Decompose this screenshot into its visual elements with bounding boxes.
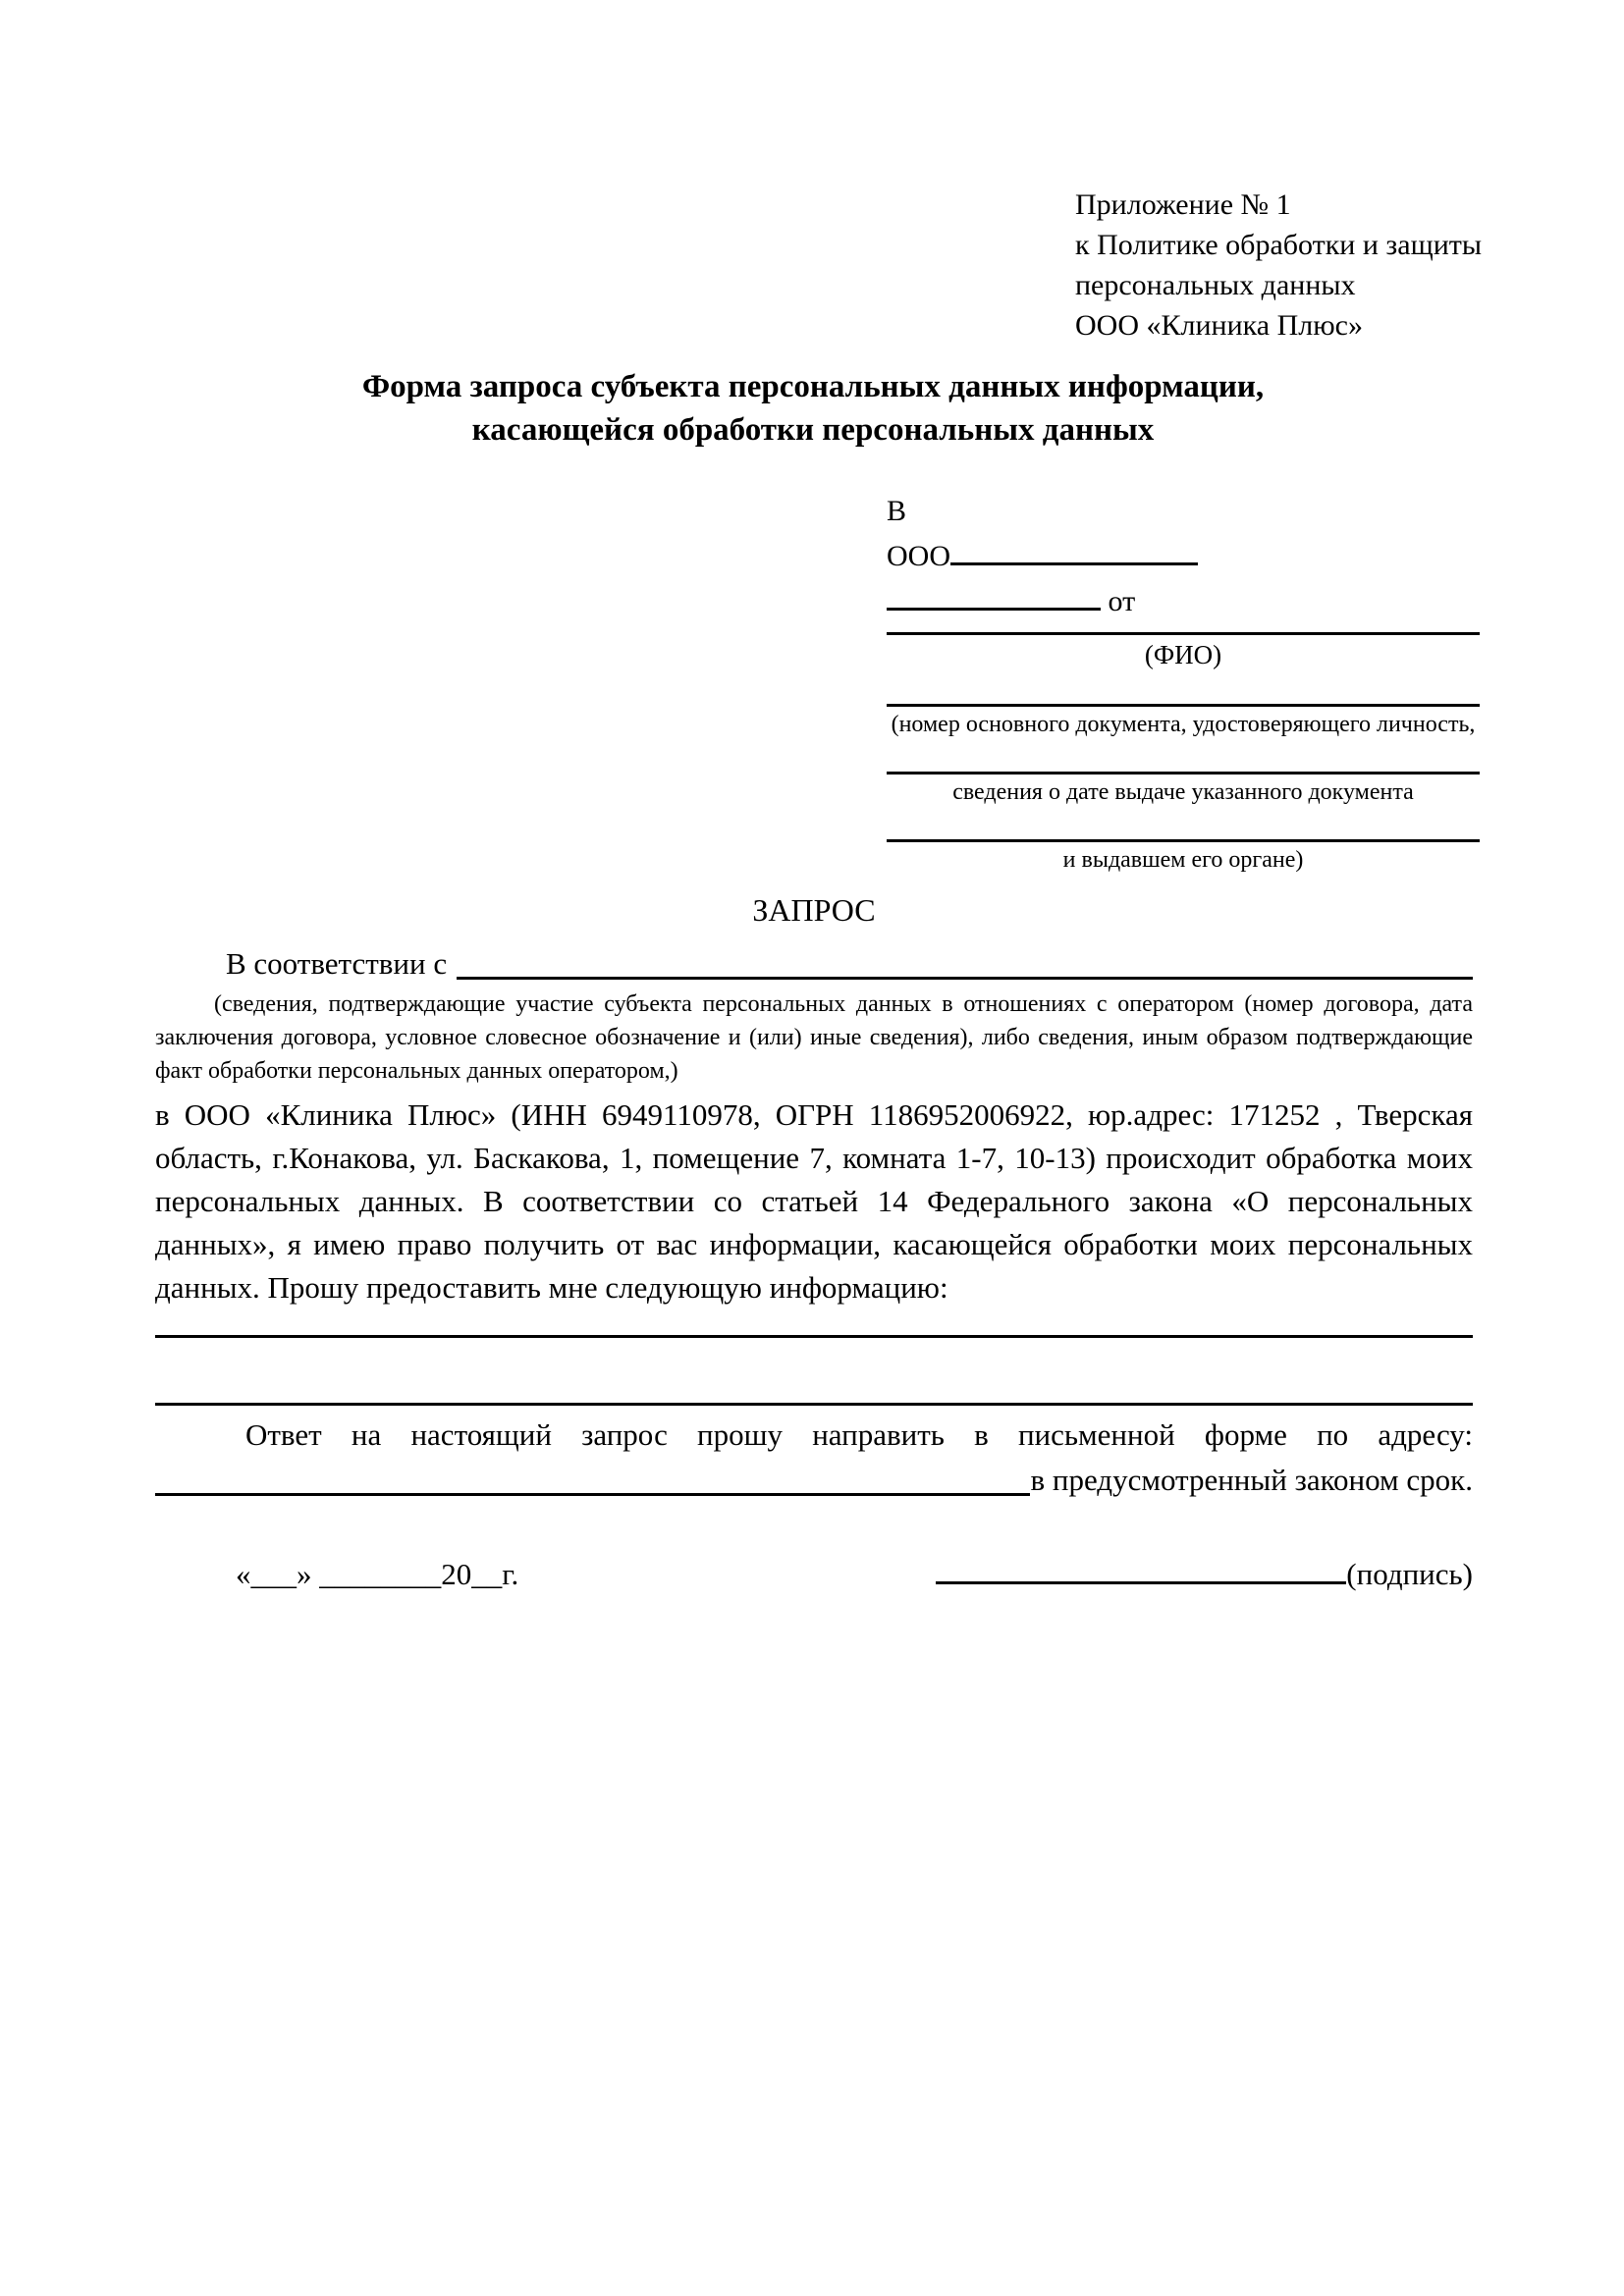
date-blank-field: «___» ________20__г. (236, 1557, 519, 1591)
signature-row (155, 1553, 1473, 1596)
issue-date-caption: сведения о дате выдаче указанного документа (952, 779, 1414, 805)
issuer-caption: и выдавшем его органе) (1062, 847, 1304, 873)
issuer-blank-field (887, 839, 1480, 842)
info-blank-line-2 (155, 1403, 1473, 1406)
appendix-line: к Политике обработки и защиты (1075, 229, 1483, 261)
appendix-line: Приложение № 1 (1075, 188, 1291, 221)
document-number-caption: (номер основного документа, удостоверяющего личность, (891, 712, 1476, 737)
request-heading: ЗАПРОС (752, 892, 876, 928)
addressee-from-label: от (1108, 585, 1136, 617)
issue-date-blank-field (887, 772, 1480, 774)
request-body: в ООО «Клиника Плюс» (ИНН 6949110978, ОГРН 1186952006922, юр.адрес: 171252 , Тверская область, г.Конакова, ул. Баскакова, 1, помещение 7, комната 1-7, 10-13) происходит обработка моих персональных данных. В соответствии со статьей 14 Федерального закона «О персональных данных», я имею право получить от вас информации, касающейся обработки моих персональных данных. Прошу предоставить мне следующую информацию: (155, 1097, 1473, 1305)
signature-blank-field (936, 1577, 1346, 1584)
appendix-line: персональных данных (1075, 269, 1356, 301)
appendix-header (1075, 185, 1537, 346)
smallprint-note: (сведения, подтверждающие участие субъекта персональных данных в отношениях с оператором (номер договора, дата заключения договора, условное словесное обозначение и (или) иные сведения), либо сведения, иным образом подтверждающие факт обработки персональных данных оператором,) (155, 991, 1473, 1084)
addressee-from-line (887, 579, 1480, 624)
document-number-blank-field (887, 704, 1480, 707)
addressee-org-line (887, 534, 1480, 579)
org-name-blank-field (950, 559, 1198, 565)
reply-tail: в предусмотренный законом срок. (1030, 1463, 1473, 1497)
addressee-org-label: ООО (887, 540, 950, 572)
reply-address-blank-field (155, 1489, 1030, 1496)
intro-prefix: В соответствии с (226, 946, 448, 981)
document-title (152, 365, 1474, 452)
reply-address-line (155, 1459, 1473, 1502)
signature-group (936, 1553, 1473, 1596)
basis-blank-field (457, 973, 1473, 980)
info-blank-line-1 (155, 1335, 1473, 1338)
signature-caption: (подпись) (1346, 1557, 1473, 1591)
document-title-line: касающейся обработки персональных данных (471, 412, 1155, 448)
reply-line: Ответ на настоящий запрос прошу направить в письменной форме по адресу: (245, 1417, 1473, 1452)
addressee-block (887, 489, 1480, 876)
fio-blank-field (887, 632, 1480, 635)
addressee-in-label: В (887, 495, 907, 527)
from-blank-field (887, 604, 1101, 611)
fio-caption: (ФИО) (1144, 640, 1222, 669)
request-section (155, 889, 1473, 1596)
appendix-line: ООО «Клиника Плюс» (1075, 309, 1363, 342)
document-title-line: Форма запроса субъекта персональных данных информации, (361, 369, 1265, 404)
intro-line (155, 942, 1473, 986)
